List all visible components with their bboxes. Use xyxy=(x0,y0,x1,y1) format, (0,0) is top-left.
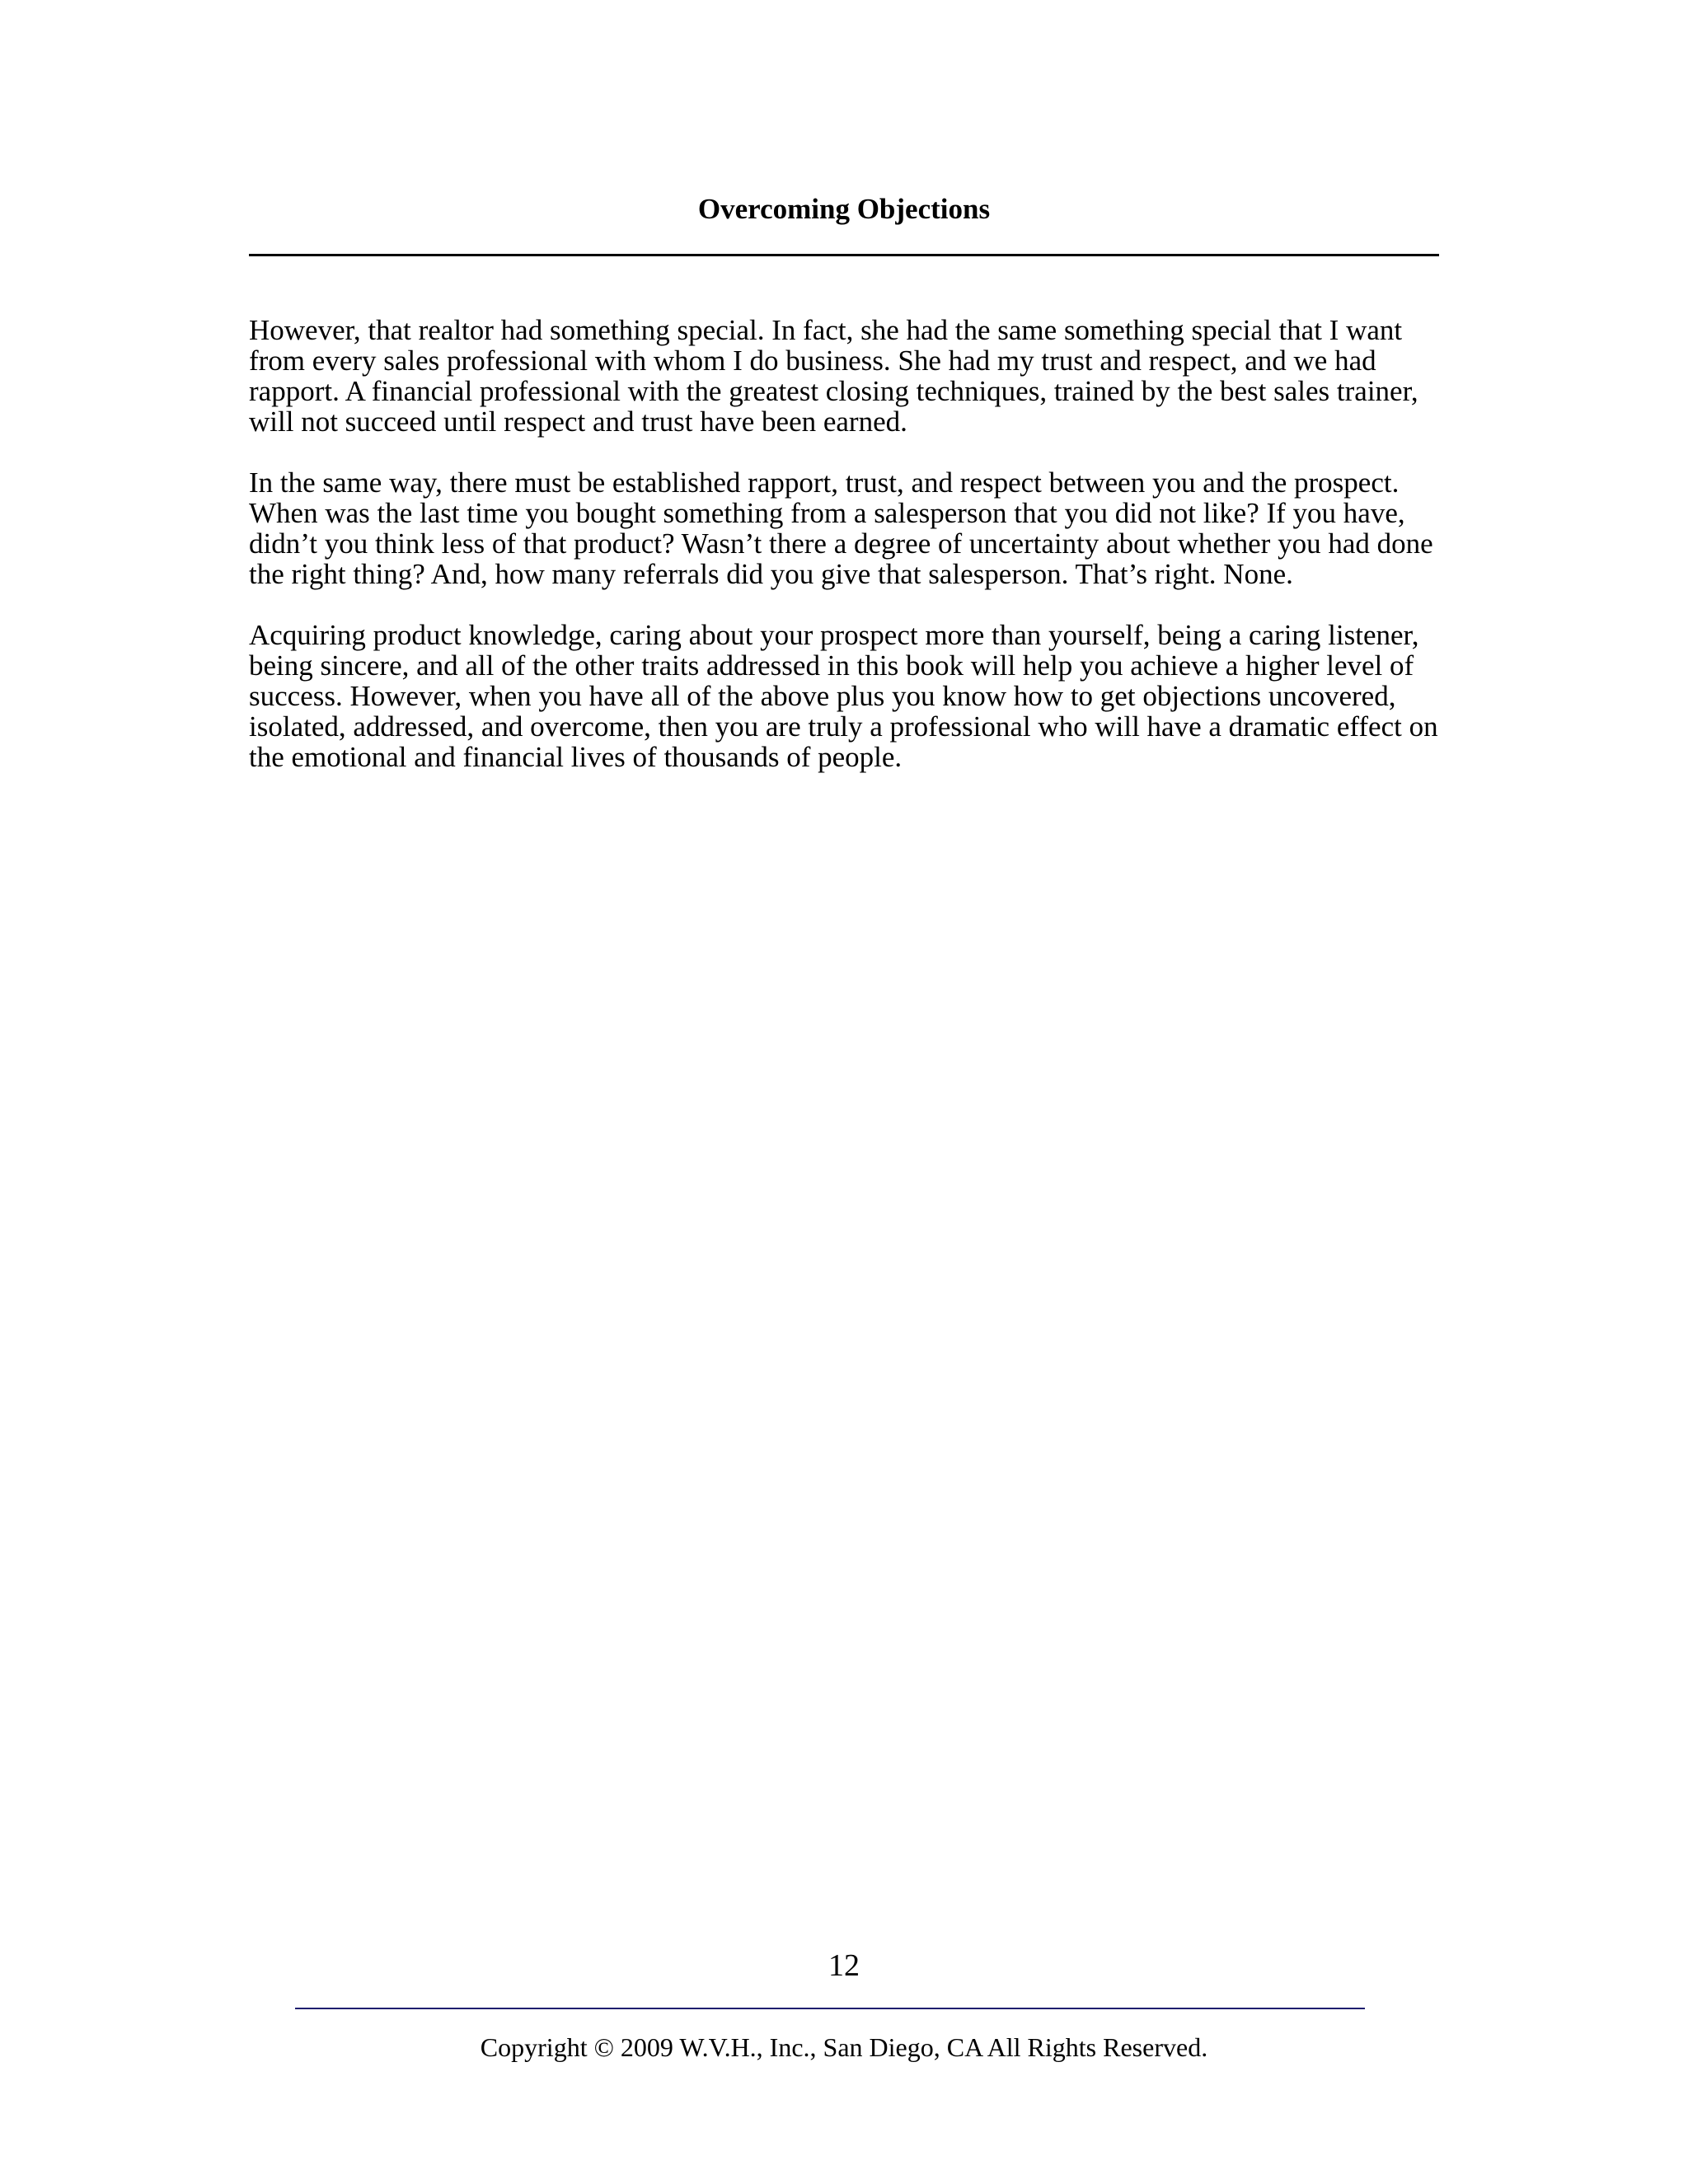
page-header-title: Overcoming Objections xyxy=(697,193,991,225)
footer-divider xyxy=(295,2008,1365,2009)
paragraph-3: Acquiring product knowledge, caring about your prospect more than yourself, being a caring listener, being sincere, and all of the other traits addressed in this book will help you achieve a higher level of success. However, when you have all of the above plus you know how to get objections uncovered, isolated, addressed, and overcome, then you are truly a professional who will have a dramatic effect on the emotional and financial lives of thousands of people. xyxy=(249,619,1438,773)
paragraph-1: However, that realtor had something special. In fact, she had the same something special that I want from every sales professional with whom I do business. She had my trust and respect, and we had rapport. A financial professional with the greatest closing techniques, trained by the best sales trainer, will not succeed until respect and trust have been earned. xyxy=(249,314,1418,438)
body-text xyxy=(249,315,1441,803)
copyright-notice: Copyright © 2009 W.V.H., Inc., San Diego, CA All Rights Reserved. xyxy=(480,2032,1208,2062)
paragraph-2: In the same way, there must be established rapport, trust, and respect between you and the prospect. When was the last time you bought something from a salesperson that you did not like? If you have, didn’t you think less of that product? Wasn’t there a degree of uncertainty about whether you had done the right thing? And, how many referrals did you give that salesperson. That’s right. None. xyxy=(249,466,1433,590)
page-number: 12 xyxy=(828,1948,860,1983)
header-divider xyxy=(249,254,1439,256)
